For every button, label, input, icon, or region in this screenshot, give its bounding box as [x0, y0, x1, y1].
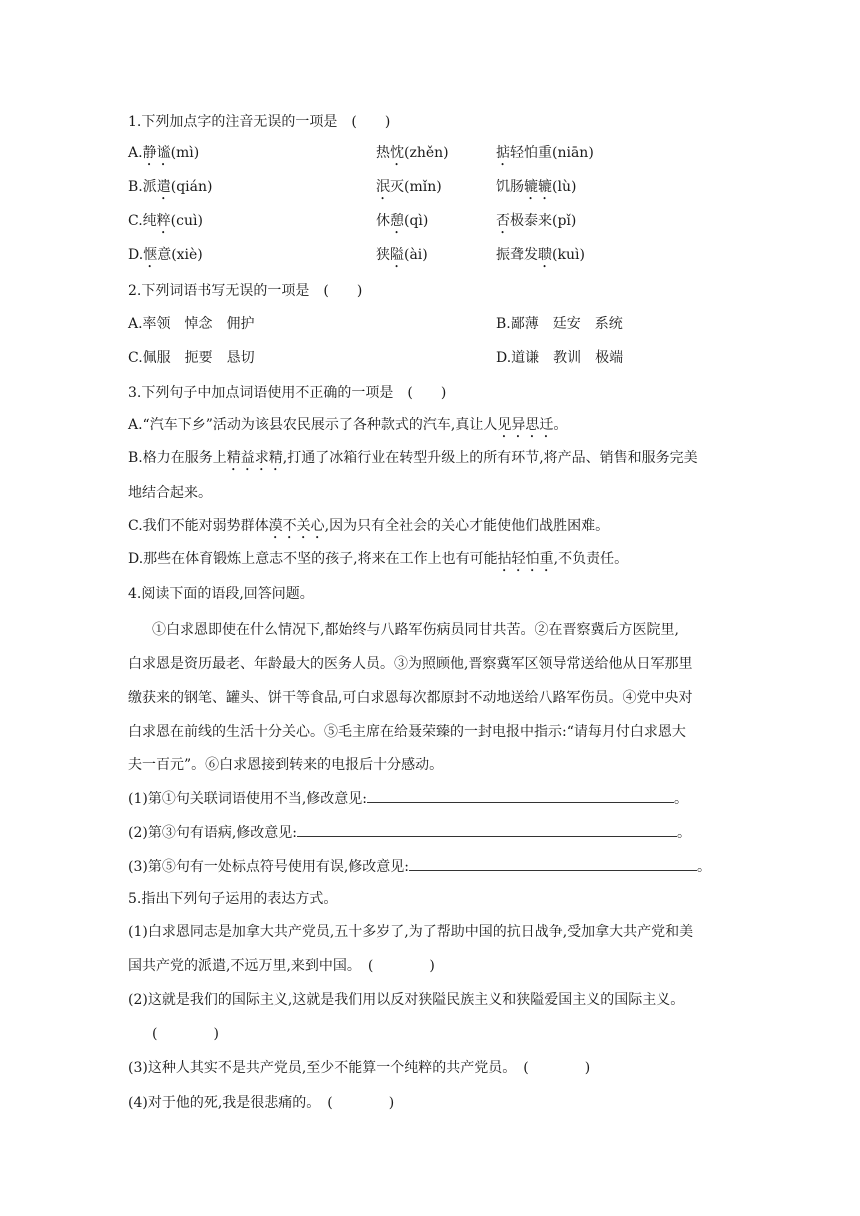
q1-option-a: A.静谧(mì) 热忱(zhěn) 掂轻怕重(niān) [128, 145, 594, 161]
q3-option-d: D.那些在体育锻炼上意志不坚的孩子,将来在工作上也有可能拈轻怕重,不负责任。 [128, 551, 629, 567]
q4-paragraph-line: 缴获来的钢笔、罐头、饼干等食品,可白求恩每次都原封不动地送给八路军伤员。④党中央对 [128, 690, 693, 706]
q5-sentence-3: (3)这种人其实不是共产党员,至少不能算一个纯粹的共产党员。 ( ) [128, 1060, 591, 1076]
q2-option-d: D.道谦 教训 极端 [496, 350, 624, 366]
q4-stem: 4.阅读下面的语段,回答问题。 [128, 586, 314, 602]
q1-option-d: D.惬意(xiè) 狭隘(ài) 振聋发聩(kuì) [128, 247, 585, 263]
q4-paragraph-line: 白求恩是资历最老、年龄最大的医务人员。③为照顾他,晋察冀军区领导常送给他从日军那里 [128, 656, 693, 672]
q4-paragraph-line: 白求恩在前线的生活十分关心。⑤毛主席在给聂荣臻的一封电报中指示:“请每月付白求恩大 [128, 724, 686, 740]
q4-paragraph-line: ①白求恩即使在什么情况下,都始终与八路军伤病员同甘共苦。②在晋察冀后方医院里, [152, 622, 679, 638]
q4-sub3: (3)第⑤句有一处标点符号使用有误,修改意见: 。 [128, 856, 711, 877]
q3-option-a: A.“汽车下乡”活动为该县农民展示了各种款式的汽车,真让人见异思迁。 [128, 417, 568, 433]
q5-sentence-1: (1)白求恩同志是加拿大共产党员,五十多岁了,为了帮助中国的抗日战争,受加拿大共产党和美 [128, 924, 694, 940]
q2-option-b: B.鄙薄 廷安 系统 [496, 316, 623, 332]
q5-sentence-2-answer: ( ) [152, 1026, 219, 1042]
q5-sentence-4: (4)对于他的死,我是很悲痛的。 ( ) [128, 1095, 395, 1111]
q1-option-b: B.派遣(qián) 泯灭(mǐn) 饥肠辘辘(lù) [128, 179, 577, 195]
q3-option-b: B.格力在服务上精益求精,打通了冰箱行业在转型升级上的所有环节,将产品、销售和服务完美 [128, 450, 698, 466]
answer-blank[interactable] [367, 788, 674, 803]
q4-sub2: (2)第③句有语病,修改意见: 。 [128, 822, 691, 843]
q2-options-row2 [128, 348, 624, 368]
q3-option-c: C.我们不能对弱势群体漠不关心,因为只有全社会的关心才能使他们战胜困难。 [128, 518, 610, 534]
q5-sentence-1-cont: 国共产党的派遣,不远万里,来到中国。 ( ) [128, 958, 435, 974]
q1-option-c: C.纯粹(cuì) 休憩(qì) 否极泰来(pǐ) [128, 213, 577, 229]
q3-stem: 3.下列句子中加点词语使用不正确的一项是 ( ) [128, 385, 447, 401]
answer-blank[interactable] [409, 856, 697, 871]
q5-sentence-2: (2)这就是我们的国际主义,这就是我们用以反对狭隘民族主义和狭隘爱国主义的国际主义。 [128, 992, 685, 1008]
q4-sub1: (1)第①句关联词语使用不当,修改意见: 。 [128, 788, 688, 809]
q2-option-a: A.率领 悼念 佣护 [128, 316, 255, 332]
q4-paragraph-line: 夫一百元”。⑥白求恩接到转来的电报后十分感动。 [128, 757, 444, 773]
q2-options-row1 [128, 314, 623, 334]
q5-stem: 5.指出下列句子运用的表达方式。 [128, 891, 338, 907]
q1-stem: 1.下列加点字的注音无误的一项是 ( ) [128, 114, 391, 130]
q2-option-c: C.佩服 扼要 恳切 [128, 350, 255, 366]
q3-option-b-cont: 地结合起来。 [128, 485, 212, 501]
answer-blank[interactable] [297, 822, 677, 837]
q2-stem: 2.下列词语书写无误的一项是 ( ) [128, 283, 363, 299]
